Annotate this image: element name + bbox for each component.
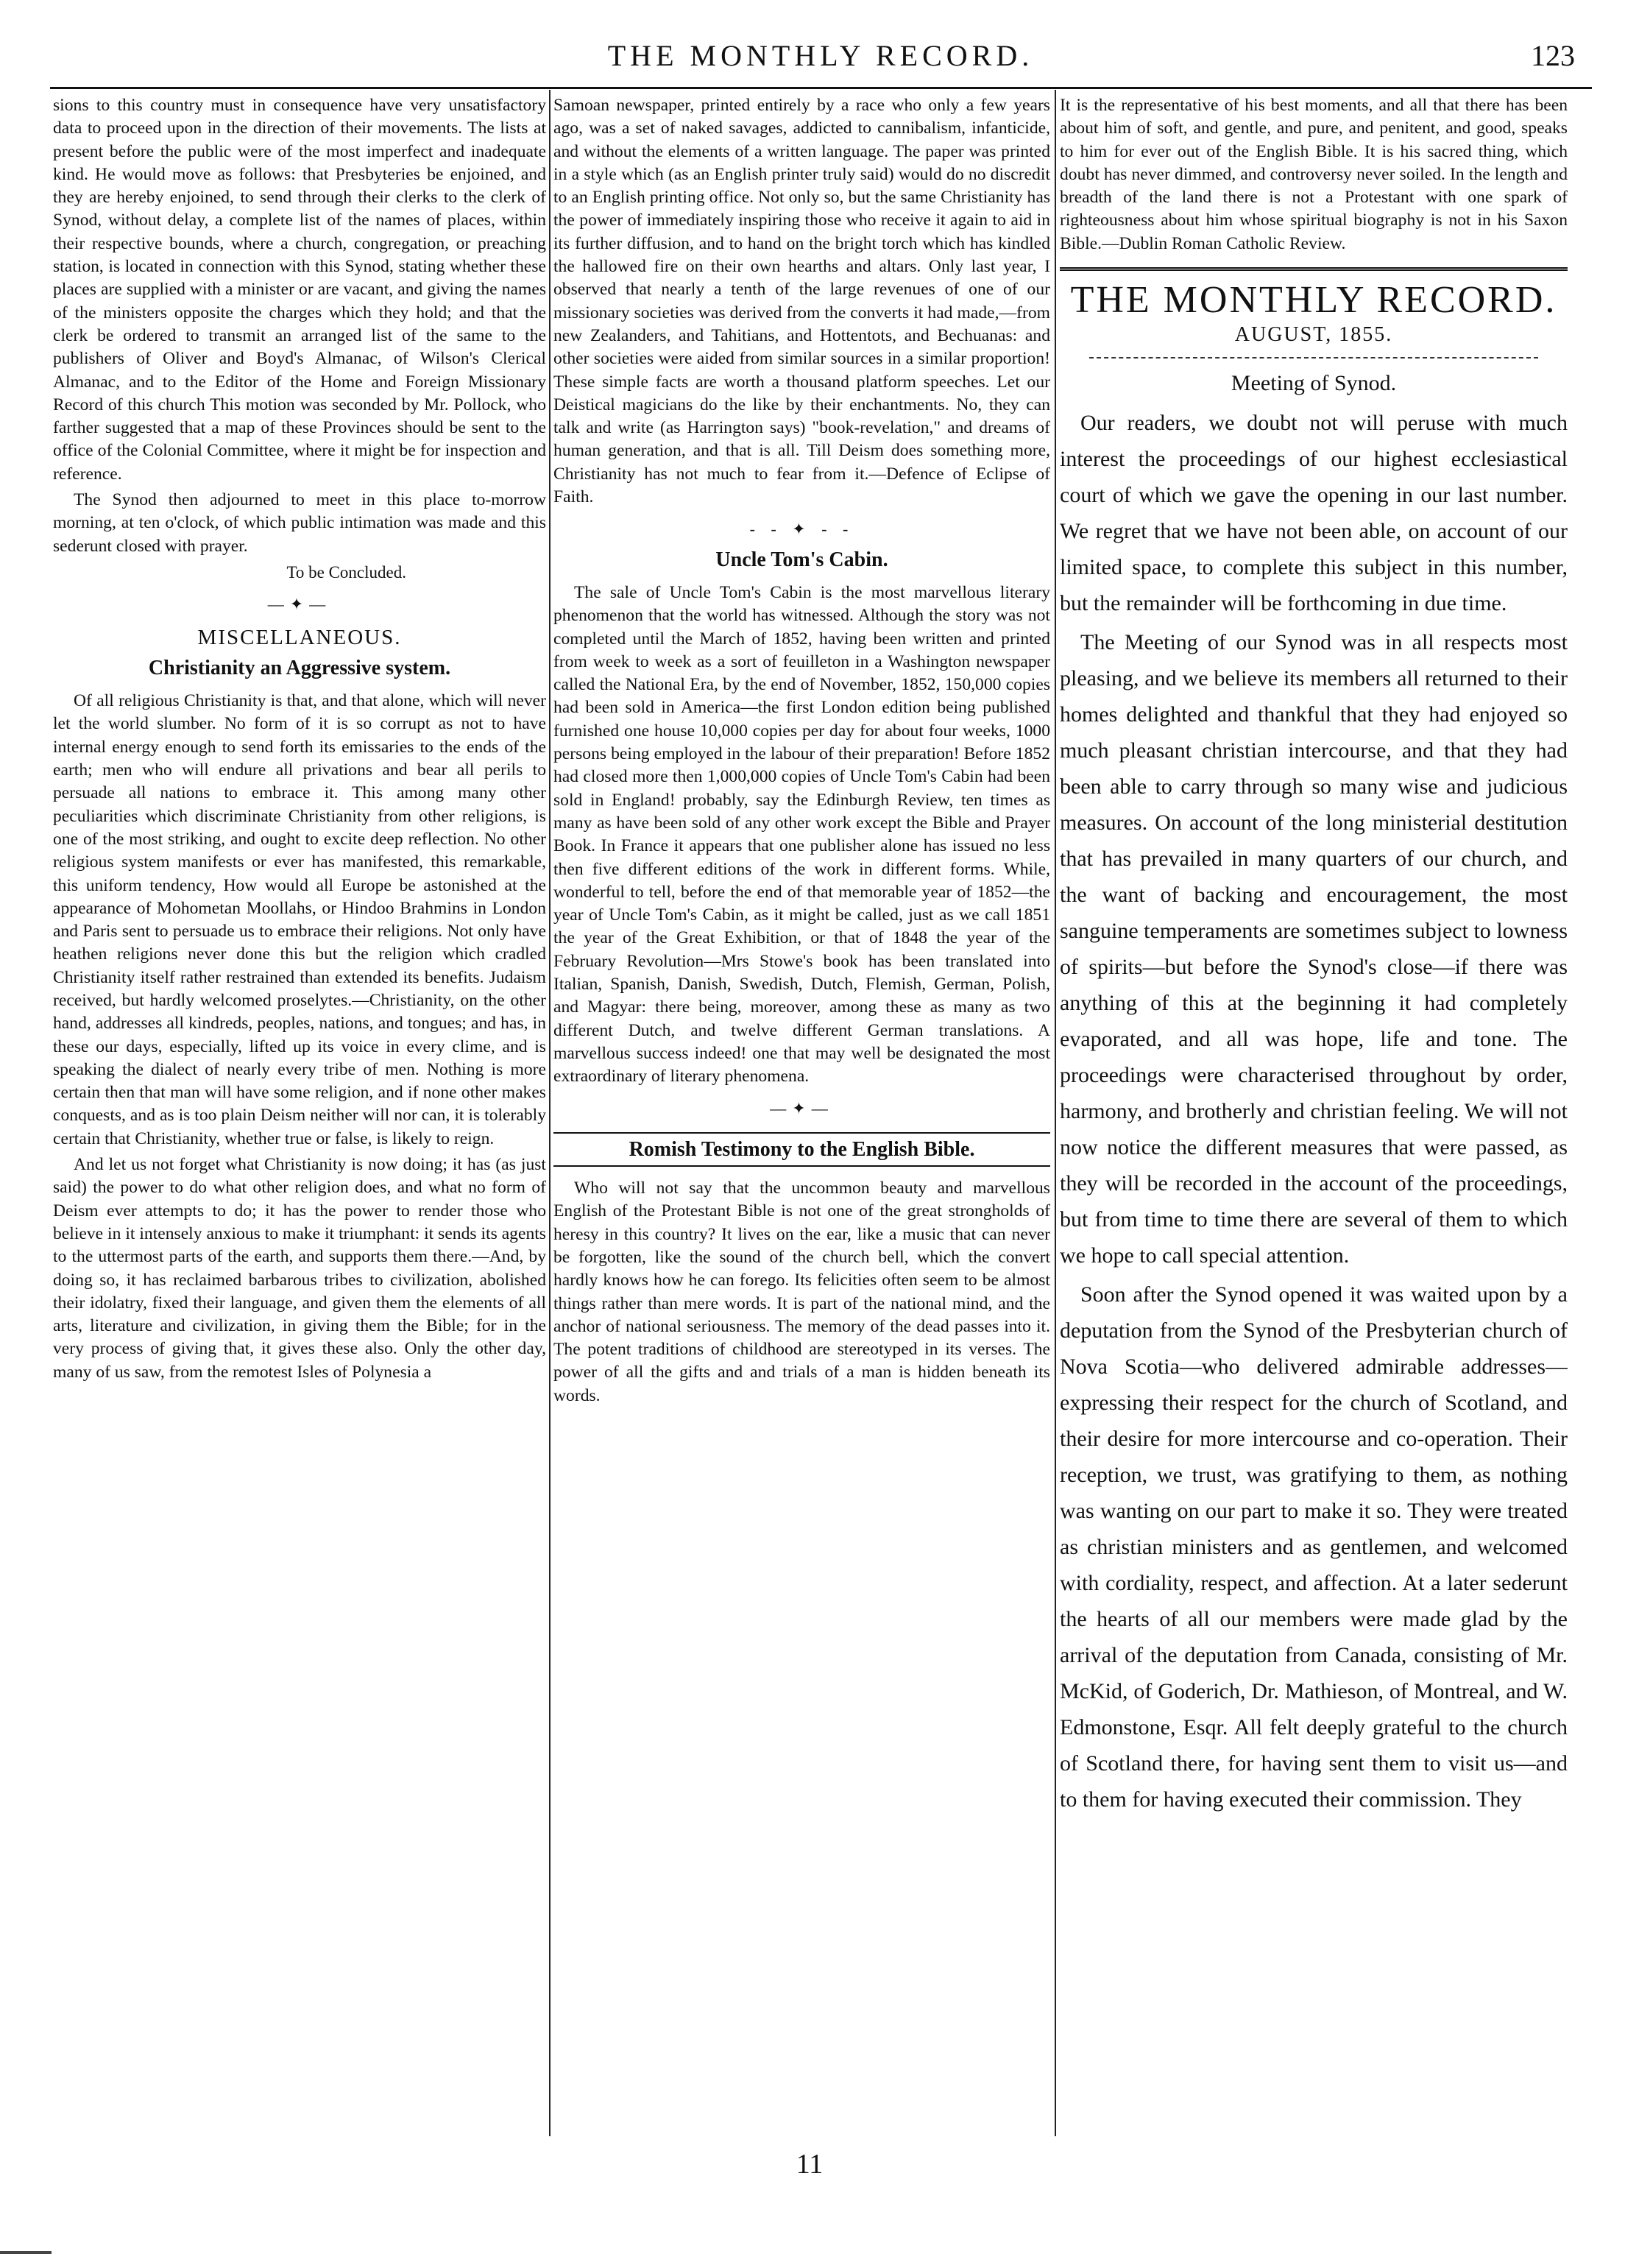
paragraph: The Meeting of our Synod was in all respects most pleasing, and we believe its members all returned to their homes delighted and thankful that they had enjoyed so much pleasant christian intercourse, and that they had been able to carry through so many wise and judicious measures. On account of the long ministerial destitution that has prevailed in many quarters of our church, and the want of backing and encouragement, the most sanguine temperaments are sometimes subject to lowness of spirits—but before the Synod's close—if there was anything of this at the beginning it had completely evaporated, and all was hope, life and tone. The proceedings were characterised throughout by order, harmony, and brotherly and christian feeling. We will not now notice the different measures that were passed, as they will be recorded in the account of the proceedings, but from time to time there are several of them to which we hope to call special attention. xyxy=(1060,629,1568,1268)
masthead-rule xyxy=(1060,267,1568,274)
paragraph: sions to this country must in consequence have very unsatisfactory data to proceed upon in the direction of their movements. The lists at present before the public were of the most imperfect and inadequate kind. He would move as follows: that Presbyteries be enjoined, and they are hereby enjoined, to send through their clerks to the clerk of Synod, without delay, a complete list of the names of places, within their respective bounds, where a church, congregation, or preaching station, is located in connection with this Synod, stating whether these places are supplied with a minister or are vacant, and giving the names of the ministers opposite the charges which they hold; and that the clerk be ordered to transmit an arranged list of the same to the publishers of Oliver and Boyd's Almanac, of Wilson's Clerical Almanac, and to the Editor of the Home and Foreign Missionary Record of this church This motion was seconded by Mr. Pollock, who farther suggested that a map of these Provinces should be sent to the office of the Colonial Committee, where it might be for inspection and reference. xyxy=(53,96,546,484)
page-number: 123 xyxy=(1531,39,1575,72)
running-head xyxy=(52,38,1590,80)
column-divider xyxy=(1055,90,1056,2136)
printer-signature: 11 xyxy=(796,2149,824,2180)
dateline-rule xyxy=(1089,357,1538,358)
paragraph: Samoan newspaper, printed entirely by a race who only a few years ago, was a set of naked savages, addicted to cannibalism, infanticide, and without the elements of a written language. The paper was printed in a style which (as an English printer truly said) would do no discredit to an English printing office. Not only so, but the same Christianity has the power of immediately inspiring those who receive it again to aid in its further diffusion, and to hand on the bright torch which has kindled the hallowed fire on their own hearths and altars. Only last year, I observed that nearly a tenth of the large revenues of one of our missionary societies was derived from the converts it had made,—from new Zealanders, and Tahitians, and Hottentots, and Bechuanas: and other societies were aided from similar sources in a similar proportion! These simple facts are worth a thousand platform speeches. Let our Deistical magicians do the like by their enchantments. No, they can talk and write (as Harrington says) "book-revelation," and dreams of human generation, and that is all. Till Deism does something more, Christianity has not much to fear from it.—Defence of Eclipse of Faith. xyxy=(553,96,1050,507)
ornament-divider: —✦— xyxy=(267,595,332,614)
paragraph: The sale of Uncle Tom's Cabin is the most marvellous literary phenomenon that the world has witnessed. Although the story was not completed until the March of 1852, having been written and printed from week to week as a sort of feuilleton in a Washington newspaper called the National Era, by the end of November, 1852, 150,000 copies had been sold in America—the first London edition being published furnished one house 10,000 copies per day for about four weeks, 1000 persons being employed in the labour of their preparation! Before 1852 had closed more then 1,000,000 copies of Uncle Tom's Cabin had been sold in England! probably, say the Edinburgh Review, ten times as many as have been sold of any other work except the Bible and Prayer Book. In France it appears that one publisher alone has issued no less then five different editions of the work in different forms. While, wonderful to tell, before the end of that memorable year of 1852—the year of Uncle Tom's Cabin, as it might be called, just as we call 1851 the year of the Great Exhibition, or that of 1848 the year of the February Revolution—Mrs Stowe's book has been translated into Italian, Spanish, Danish, Swedish, Dutch, Flemish, German, Polish, and Magyar: there being, moreover, among these as many as two different Dutch, and twelve different German translations. A marvellous success indeed! one that may well be designated the most extraordinary of literary phenomena. xyxy=(553,582,1050,1087)
article-title: Meeting of Synod. xyxy=(1231,370,1397,395)
paragraph: Our readers, we doubt not will peruse with much interest the proceedings of our highest ecclesiastical court of which we gave the opening in our last number. We regret that we have not been able, on account of our limited space, to complete this subject in this number, but the remainder will be forthcoming in due time. xyxy=(1060,410,1568,615)
paragraph: It is the representative of his best moments, and all that there has been about him of soft, and gentle, and pure, and penitent, and good, speaks to him for ever out of the English Bible. It is his sacred thing, which doubt has never dimmed, and controversy never soiled. In the length and breadth of the land there is not a Protestant with one spark of righteousness about him whose spiritual biography is not in his Saxon Bible.—Dublin Roman Catholic Review. xyxy=(1060,96,1568,253)
page-header-title: THE MONTHLY RECORD. xyxy=(607,39,1034,72)
dateline: AUGUST, 1855. xyxy=(1234,323,1393,347)
paragraph: Soon after the Synod opened it was waited upon by a deputation from the Synod of the Presbyterian church of Nova Scotia—who delivered admirable addresses—expressing their respect for the church of Scotland, and their desire for more intercourse and co-operation. Their reception, we trust, was gratifying to them, as nothing was wanting on our part to make it so. They were treated as christian ministers and as gentlemen, and welcomed with cordiality, respect, and affection. At a later sederunt the hearts of all our members were made glad by the arrival of the deputation from Canada, consisting of Mr. McKid, of Goderich, Dr. Mathieson, of Montreal, and W. Edmonstone, Esqr. All felt deeply grateful to the church of Scotland there, for having sent them to visit us—and to them for having executed their commission. They xyxy=(1060,1282,1568,1812)
to-be-concluded-note: To be Concluded. xyxy=(286,562,406,582)
ornament-divider: —✦— xyxy=(770,1099,834,1118)
column-right xyxy=(1060,94,1568,2126)
column-divider xyxy=(549,90,550,2136)
section-heading: MISCELLANEOUS. xyxy=(197,625,402,649)
paragraph: Of all religious Christianity is that, and that alone, which will never let the world slumber. No form of it is so corrupt as not to have internal energy enough to send forth its emissaries to the ends of the earth; men who will endure all privations and bear all perils to persuade all nations to embrace it. This among many other peculiarities which discriminate Christianity from other religions, is one of the most striking, and ought to excite deep reflection. No other religious system manifests or ever has manifested, this remarkable, this uniform tendency, How would all Europe be astonished at the appearance of Mohometan Moollahs, or Hindoo Brahmins in London and Paris sent to persuade us to embrace their religions. Not only have heathen religions never done this but the religion which cradled Christianity itself rather restrained than extended its benefits. Judaism received, but hardly welcomed proselytes.—Christianity, on the other hand, addresses all kindreds, peoples, nations, and tongues; and has, in these our days, especially, lifted up its voice in every clime, and is speaking the dialect of nearly every tribe of men. Nothing is more certain then that man will have some religion, and if none other makes conquests, and as is too plain Deism neither will nor can, it is tolerably certain that Christianity, whether true or false, is likely to reign. xyxy=(53,691,546,1148)
article-title: Christianity an Aggressive system. xyxy=(148,656,451,679)
editorial-body xyxy=(1060,405,1568,1817)
column-middle xyxy=(553,94,1050,2126)
paragraph: And let us not forget what Christianity is now doing; it has (as just said) the power to do what other religion does, and what no form of Deism ever attempts to do; it has the power to render those who believe in it intensely anxious to make it triumphant: it sends its agents to the uttermost parts of the earth, and supports them there.—And, by doing so, it has reclaimed barbarous tribes to civilization, abolished their idolatry, fixed their language, and given them the elements of all arts, literature and civilization, in giving them the Bible; for in the very process of giving that, it gives these also. Only the other day, many of us saw, from the remotest Isles of Polynesia a xyxy=(53,1155,546,1382)
article-title: Romish Testimony to the English Bible. xyxy=(553,1132,1050,1167)
paragraph: Who will not say that the uncommon beauty and marvellous English of the Protestant Bible is not one of the great strongholds of heresy in this country? It lives on the ear, like a music that can never be forgotten, like the sound of the church bell, which the convert hardly knows how he can forego. Its felicities often seem to be almost things rather than mere words. It is part of the national mind, and the anchor of national seriousness. The memory of the dead passes into it. The potent traditions of childhood are stereotyped in its verses. The power of all the gifts and and trials of a man is hidden beneath its words. xyxy=(553,1179,1050,1405)
paragraph: The Synod then adjourned to meet in this place to-morrow morning, at ten o'clock, of which public intimation was made and this sederunt closed with prayer. xyxy=(53,490,546,556)
article-title: Uncle Tom's Cabin. xyxy=(715,548,888,571)
header-rule xyxy=(50,87,1592,89)
masthead: THE MONTHLY RECORD. xyxy=(1070,279,1557,322)
column-left xyxy=(53,94,546,2126)
ornament-divider: - - ✦ - - xyxy=(749,520,854,539)
footer-mark xyxy=(0,2251,52,2254)
